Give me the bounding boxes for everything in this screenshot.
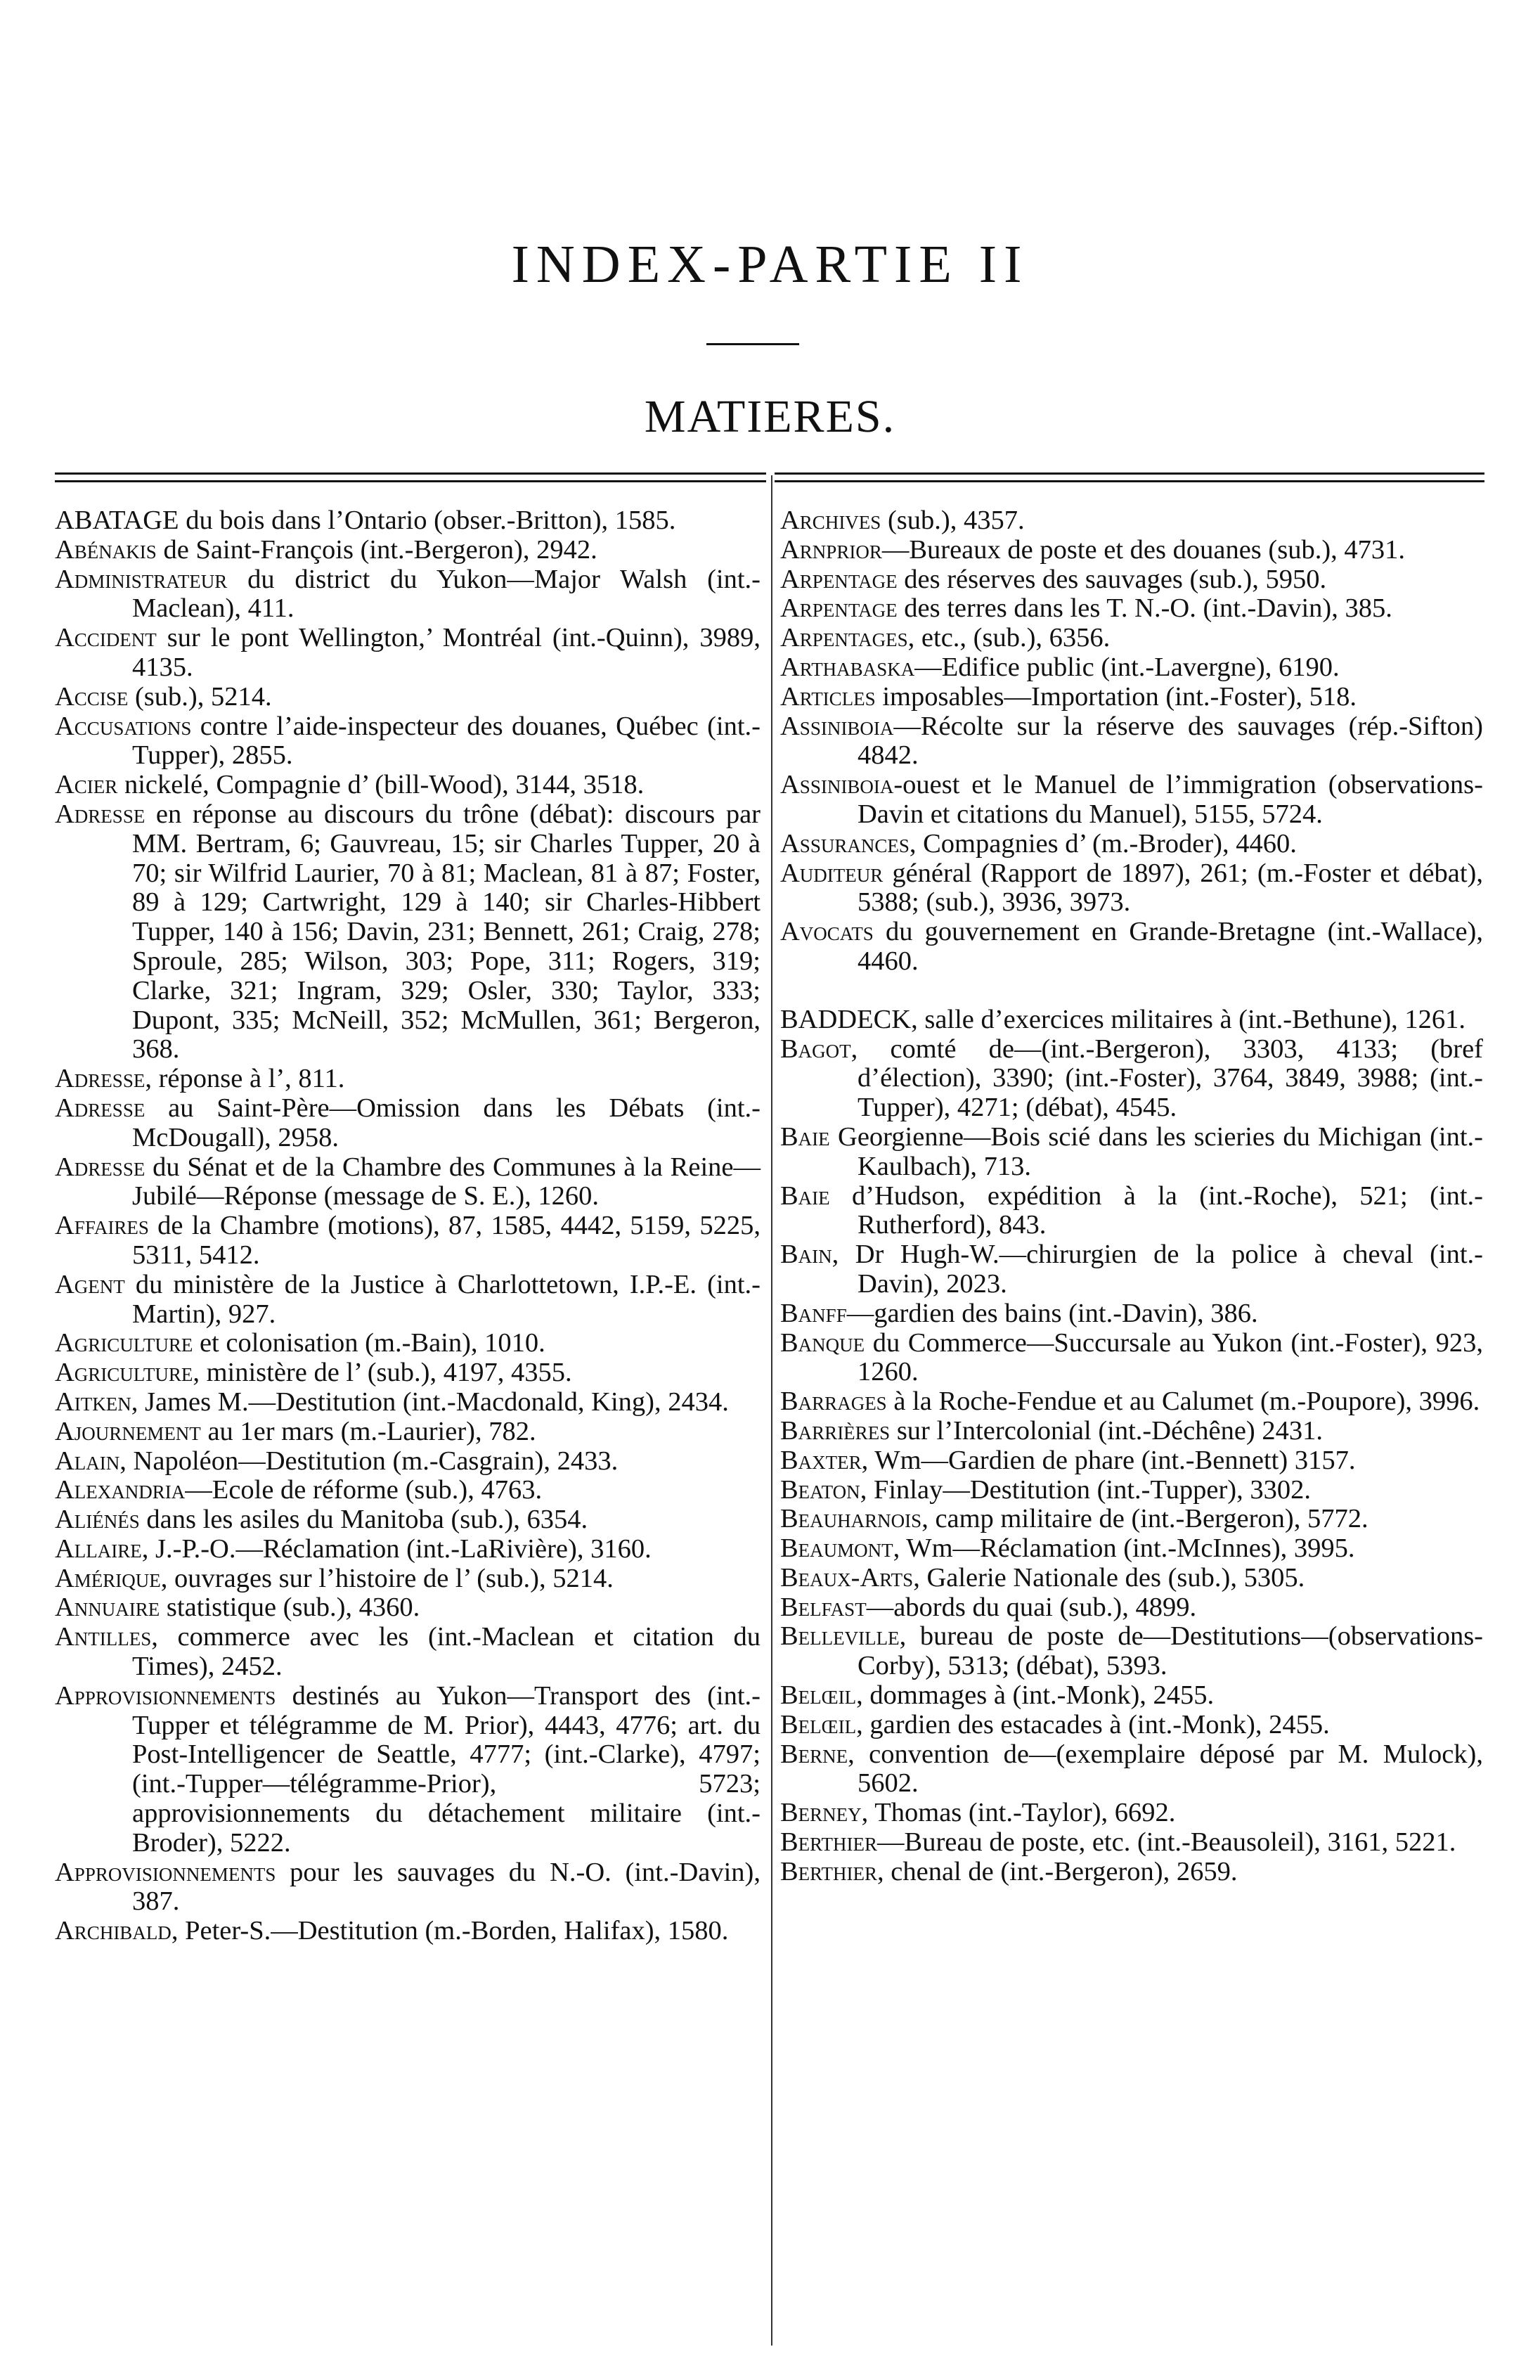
index-entry-heading: Alain (55, 1446, 120, 1476)
index-entry (780, 1299, 1483, 1329)
index-entry (780, 1740, 1483, 1799)
index-entry-heading: Arpentage (780, 593, 898, 624)
index-entry-text: —Bureau de poste, etc. (int.-Beausoleil), 3161, 5221. (877, 1827, 1456, 1858)
header-double-rule-left (55, 472, 766, 482)
index-entry-heading: Bagot (780, 1034, 851, 1064)
index-entry-text: du Sénat et de la Chambre des Communes à la Reine—Jubilé—Réponse (message de S. E.), 1260. (132, 1152, 761, 1211)
index-entry (55, 565, 761, 624)
index-entry-heading: Arpentages (780, 623, 908, 653)
index-entry (55, 1564, 761, 1594)
index-column-right (780, 506, 1483, 1887)
index-entry (55, 1064, 761, 1094)
index-entry-text: du Commerce—Succursale au Yukon (int.-Foster), 923, 1260. (858, 1327, 1483, 1387)
index-entry-heading: Belœil (780, 1709, 857, 1739)
index-entry-heading: Ajournement (55, 1416, 201, 1446)
index-column-left (55, 506, 761, 1946)
index-entry-heading: Assiniboia (780, 711, 894, 741)
index-entry-heading: Berthier (780, 1856, 878, 1886)
index-entry (780, 1123, 1483, 1182)
index-entry-heading: Belleville (780, 1621, 900, 1652)
index-entry-text: (sub.), 5214. (128, 681, 272, 712)
index-entry-text: , ouvrages sur l’histoire de l’ (sub.), 5214. (160, 1563, 614, 1593)
index-entry-text: du gouvernement en Grande-Bretagne (int.-Wallace), 4460. (858, 917, 1483, 976)
index-entry-heading: Annuaire (55, 1593, 160, 1623)
index-entry-text: —Bureaux de poste et des douanes (sub.), 4731. (881, 534, 1406, 565)
index-entry (780, 565, 1483, 595)
index-entry-text: Georgienne—Bois scié dans les scieries du Michigan (int.-Kaulbach), 713. (829, 1121, 1483, 1181)
index-entry-heading: Administrateur (55, 564, 228, 594)
index-entry (55, 1271, 761, 1330)
index-entry-text: , chenal de (int.-Bergeron), 2659. (877, 1856, 1238, 1886)
index-entry (55, 800, 761, 1064)
index-entry-heading: Archibald (55, 1916, 172, 1946)
index-entry-text: , dommages à (int.-Monk), 2455. (856, 1680, 1215, 1711)
index-entry (780, 1534, 1483, 1564)
index-entry-heading: Antilles (55, 1622, 152, 1652)
index-entry (55, 1094, 761, 1153)
index-entry (780, 1505, 1483, 1534)
index-entry (55, 1535, 761, 1564)
index-entry (780, 536, 1483, 565)
index-entry-text: du ministère de la Justice à Charlottetown, I.P.-E. (int.-Martin), 927. (124, 1269, 761, 1329)
index-entry-heading: Adresse (55, 1093, 145, 1123)
index-entry (780, 594, 1483, 624)
index-entry (780, 1858, 1483, 1887)
index-entry (780, 1005, 1483, 1035)
index-entry-text: , James M.—Destitution (int.-Macdonald, King), 2434. (131, 1387, 729, 1417)
index-entry-heading: Assiniboia (780, 770, 894, 800)
index-entry-text: —abords du quai (sub.), 4899. (866, 1592, 1197, 1622)
index-entry-heading: Barrages (780, 1387, 887, 1417)
index-entry-heading: Allaire (55, 1533, 142, 1564)
index-entry-heading: Banff (780, 1298, 847, 1328)
index-entry (55, 506, 761, 536)
index-entry-text: , Thomas (int.-Taylor), 6692. (861, 1798, 1176, 1828)
index-entry-heading: Acier (55, 770, 118, 800)
index-entry (55, 712, 761, 771)
index-entry-heading: Banque (780, 1327, 865, 1358)
index-entry-text: —gardien des bains (int.-Davin), 386. (846, 1298, 1258, 1328)
index-entry (55, 1476, 761, 1505)
index-entry-text: , Dr Hugh-W.—chirurgien de la police à cheval (int.-Davin), 2023. (832, 1240, 1483, 1299)
index-entry-text: , Wm—Gardien de phare (int.-Bennett) 3157. (861, 1445, 1356, 1475)
index-entry (780, 918, 1483, 977)
index-entry-heading: Belfast (780, 1592, 867, 1622)
index-entry (55, 1682, 761, 1858)
index-entry-text: —Ecole de réforme (sub.), 4763. (185, 1475, 543, 1505)
index-entry (780, 712, 1483, 771)
index-entry-heading: Archives (780, 506, 881, 535)
index-entry-heading: Affaires (55, 1211, 149, 1241)
index-entry (780, 1828, 1483, 1858)
index-entry-heading: Alexandria (55, 1475, 186, 1505)
index-entry-text: , J.-P.-O.—Réclamation (int.-LaRivière), 3160. (141, 1533, 652, 1564)
index-entry (780, 1240, 1483, 1299)
index-entry (780, 1681, 1483, 1711)
index-entry (780, 830, 1483, 859)
index-entry (55, 1329, 761, 1358)
index-entry-heading: Aliénés (55, 1505, 140, 1535)
index-entry-heading: Assurances (780, 828, 910, 858)
index-entry-text: , gardien des estacades à (int.-Monk), 2455. (856, 1709, 1330, 1739)
index-entry (55, 1858, 761, 1917)
index-entry-heading: Baie (780, 1181, 830, 1211)
index-entry (780, 1387, 1483, 1417)
index-entry-heading: Avocats (780, 917, 874, 947)
index-entry-text: des terres dans les T. N.-O. (int.-Davin), 385. (897, 593, 1392, 624)
index-entry-text: sur l’Intercolonial (int.-Déchêne) 2431. (890, 1415, 1323, 1446)
index-entry-text: , Napoléon—Destitution (m.-Casgrain), 2433. (119, 1446, 619, 1476)
index-entry-heading: Articles (780, 681, 876, 712)
index-entry-text: , bureau de poste de—Destitutions—(observations-Corby), 5313; (débat), 5393. (858, 1621, 1483, 1681)
index-entry-text: des réserves des sauvages (sub.), 5950. (897, 564, 1327, 594)
index-entry-heading: Accident (55, 623, 157, 653)
title-rule (706, 343, 799, 345)
index-entry (55, 1153, 761, 1212)
index-entry-heading: Adresse (55, 1152, 145, 1182)
index-entry-text: général (Rapport de 1897), 261; (m.-Foster et débat), 5388; (sub.), 3936, 3973. (858, 858, 1483, 918)
index-entry-heading: ABATAGE (55, 506, 179, 535)
index-entry-text: , etc., (sub.), 6356. (907, 623, 1111, 653)
index-entry-heading: Adresse (55, 1064, 145, 1094)
index-entry-heading: Berney (780, 1798, 862, 1828)
index-entry-text: à la Roche-Fendue et au Calumet (m.-Poupore), 3996. (886, 1387, 1480, 1417)
index-entry-heading: Beaux-Arts (780, 1562, 914, 1593)
index-entry-text: , Compagnies d’ (m.-Broder), 4460. (909, 828, 1297, 858)
index-entry-text: en réponse au discours du trône (débat): discours par MM. Bertram, 6; Gauvreau, 15; sir Charles Tupper, 20 à 70; sir Wilfrid Laurier, 70 à 81; Maclean, 81 à 87; Foster, 89 à 129; Cartwright, 129 à 140; sir Charles-Hibbert Tupper, 140 à 156; Davin, 231; Bennett, 261; Craig, 278; Sproule, 285; Wilson, 303; Pope, 311; Rogers, 319; Clarke, 321; Ingram, 329; Osler, 330; Taylor, 333; Dupont, 335; McNeill, 352; McMullen, 361; Bergeron, 368. (132, 799, 761, 1064)
index-entry-text: , Peter-S.—Destitution (m.-Borden, Halifax), 1580. (171, 1916, 729, 1946)
index-entry (55, 1505, 761, 1535)
index-entry-heading: Amérique (55, 1563, 161, 1593)
index-entry-text: , ministère de l’ (sub.), 4197, 4355. (193, 1358, 572, 1388)
index-entry-heading: Agriculture (55, 1358, 193, 1388)
index-entry (780, 1329, 1483, 1388)
section-subtitle: MATIERES. (644, 391, 896, 442)
index-entry-text: statistique (sub.), 4360. (160, 1593, 420, 1623)
index-entry-text: -ouest et le Manuel de l’immigration (observations-Davin et citations du Manuel), 5155, 5724. (858, 770, 1483, 829)
index-entry-text: —Récolte sur la réserve des sauvages (rép.-Sifton) 4842. (858, 711, 1483, 771)
index-entry-heading: Approvisionnements (55, 1857, 276, 1887)
index-entry-text: , réponse à l’, 811. (145, 1064, 345, 1094)
index-entry-heading: Berthier (780, 1827, 878, 1858)
index-entry-heading: Beauharnois (780, 1504, 922, 1534)
index-entry-heading: Aitken (55, 1387, 131, 1417)
index-entry-text: —Edifice public (int.-Lavergne), 6190. (914, 652, 1340, 682)
index-entry (55, 1417, 761, 1447)
index-entry-heading: Accusations (55, 711, 192, 741)
index-entry (55, 1917, 761, 1946)
index-entry-heading: Approvisionnements (55, 1680, 276, 1711)
index-entry-text: au 1er mars (m.-Laurier), 782. (200, 1416, 536, 1446)
index-entry (780, 1417, 1483, 1446)
index-entry (780, 1182, 1483, 1241)
index-entry-text: , commerce avec les (int.-Maclean et citation du Times), 2452. (132, 1622, 761, 1682)
index-entry-text: de Saint-François (int.-Bergeron), 2942. (156, 534, 597, 565)
index-entry-text: (sub.), 4357. (881, 506, 1025, 535)
index-entry (780, 1799, 1483, 1828)
index-entry-text: , Finlay—Destitution (int.-Tupper), 3302. (860, 1474, 1311, 1505)
index-entry (55, 1211, 761, 1271)
index-entry (780, 859, 1483, 918)
index-entry (55, 683, 761, 712)
index-entry (780, 1593, 1483, 1623)
index-entry (780, 506, 1483, 536)
index-entry-text: nickelé, Compagnie d’ (bill-Wood), 3144, 3518. (117, 770, 645, 800)
index-entry-heading: Bain (780, 1240, 832, 1270)
index-entry-text: , camp militaire de (int.-Bergeron), 5772. (921, 1504, 1368, 1534)
index-entry-text: , convention de—(exemplaire déposé par M. Mulock), 5602. (848, 1739, 1483, 1799)
index-entry-heading: Barrières (780, 1415, 891, 1446)
index-entry-heading: Beaton (780, 1474, 860, 1505)
index-entry (780, 1564, 1483, 1593)
index-entry (780, 1622, 1483, 1681)
index-entry (780, 1446, 1483, 1476)
index-entry (55, 771, 761, 800)
index-entry-heading: BADDECK (780, 1004, 912, 1034)
index-entry (780, 1035, 1483, 1123)
index-entry (780, 1711, 1483, 1740)
page-title: INDEX-PARTIE II (511, 235, 1029, 294)
index-entry-text: d’Hudson, expédition à la (int.-Roche), 521; (int.-Rutherford), 843. (829, 1181, 1483, 1240)
index-entry-text: du district du Yukon—Major Walsh (int.-Maclean), 411. (132, 564, 761, 624)
column-separator (771, 475, 772, 2346)
index-entry-text: imposables—Importation (int.-Foster), 518. (875, 681, 1357, 712)
index-entry (780, 653, 1483, 683)
index-entry-heading: Abénakis (55, 534, 157, 565)
index-entry (55, 536, 761, 565)
index-entry-text: pour les sauvages du N.-O. (int.-Davin), 387. (132, 1857, 761, 1917)
index-entry-text: du bois dans l’Ontario (obser.-Britton), 1585. (179, 506, 676, 535)
index-entry-text: , comté de—(int.-Bergeron), 3303, 4133; (bref d’élection), 3390; (int.-Foster), 3764, 3849, 3988; (int.-Tupper), 4271; (débat), 4545. (850, 1034, 1483, 1123)
header-double-rule-right (775, 472, 1484, 482)
index-entry-text: , Wm—Réclamation (int.-McInnes), 3995. (893, 1533, 1355, 1564)
index-entry-text: contre l’aide-inspecteur des douanes, Québec (int.-Tupper), 2855. (132, 711, 761, 771)
index-entry-text: de la Chambre (motions), 87, 1585, 4442, 5159, 5225, 5311, 5412. (132, 1211, 761, 1270)
index-entry-heading: Baie (780, 1121, 830, 1152)
index-entry-heading: Arpentage (780, 564, 898, 594)
index-entry (55, 1447, 761, 1477)
index-entry-text: , salle d’exercices militaires à (int.-Bethune), 1261. (911, 1004, 1466, 1034)
index-entry (55, 1623, 761, 1682)
index-entry-text: dans les asiles du Manitoba (sub.), 6354. (139, 1505, 588, 1535)
index-entry-heading: Arthabaska (780, 652, 915, 682)
index-entry (780, 683, 1483, 712)
index-entry-heading: Adresse (55, 799, 145, 829)
index-entry-heading: Beaumont (780, 1533, 893, 1564)
index-entry (55, 1593, 761, 1623)
index-entry-text: sur le pont Wellington,’ Montréal (int.-Quinn), 3989, 4135. (132, 623, 761, 682)
index-entry-heading: Accise (55, 681, 129, 712)
index-entry (55, 1388, 761, 1417)
index-entry-heading: Agent (55, 1269, 125, 1299)
index-entry-heading: Baxter (780, 1445, 862, 1475)
index-entry (780, 1476, 1483, 1505)
index-entry-heading: Berne (780, 1739, 848, 1769)
index-entry-text: , Galerie Nationale des (sub.), 5305. (913, 1562, 1305, 1593)
index-entry-text: destinés au Yukon—Transport des (int.-Tupper et télégramme de M. Prior), 4443, 4776; art. du Post-Intelligencer de Seattle, 4777; (int.-Clarke), 4797; (int.-Tupper—télégramme-Prior), 5723; approvisionnements du détachement militaire (int.-Broder), 5222. (132, 1680, 761, 1858)
index-entry (780, 771, 1483, 830)
index-entry-text: au Saint-Père—Omission dans les Débats (int.-McDougall), 2958. (132, 1093, 761, 1152)
index-entry-text: et colonisation (m.-Bain), 1010. (193, 1328, 545, 1358)
index-entry (55, 1358, 761, 1388)
index-entry-heading: Arnprior (780, 534, 882, 565)
index-entry (55, 624, 761, 683)
index-entry-heading: Agriculture (55, 1328, 193, 1358)
index-entry-heading: Belœil (780, 1680, 857, 1711)
index-entry-heading: Auditeur (780, 858, 884, 888)
index-entry (780, 624, 1483, 653)
